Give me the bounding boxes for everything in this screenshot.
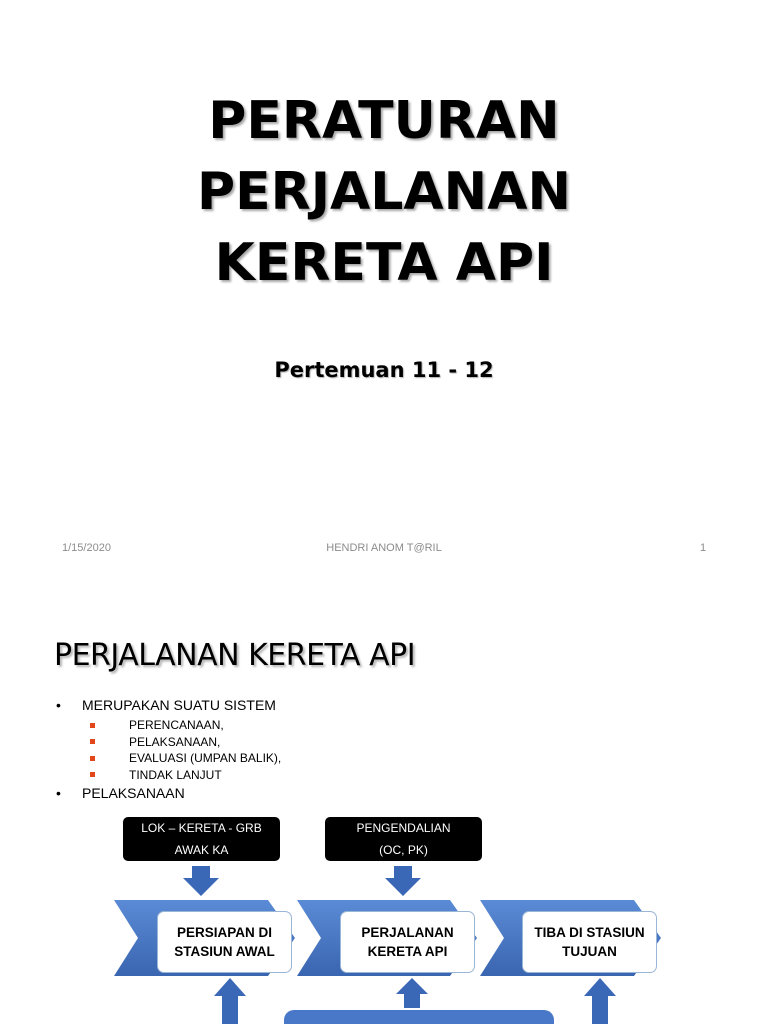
footer-page-number: 1 bbox=[700, 542, 707, 554]
input-box-control bbox=[325, 817, 482, 861]
stage-line: KERETA API bbox=[367, 944, 448, 959]
stage-line: STASIUN AWAL bbox=[174, 944, 275, 959]
bullet-marker: • bbox=[56, 697, 61, 713]
input-box-line: LOK – KERETA - GRB bbox=[141, 821, 262, 835]
footer-date: 1/15/2020 bbox=[62, 542, 111, 554]
sub-bullet-label: PERENCANAAN, bbox=[129, 718, 224, 733]
slide-subtitle: Pertemuan 11 - 12 bbox=[274, 358, 494, 382]
content-slide bbox=[0, 600, 768, 1024]
input-box-line: AWAK KA bbox=[174, 843, 229, 857]
sub-bullet-label: PELAKSANAAN, bbox=[129, 734, 221, 749]
bullet-label: MERUPAKAN SUATU SISTEM bbox=[82, 697, 276, 713]
sub-bullet-label: EVALUASI (UMPAN BALIK), bbox=[129, 751, 282, 766]
stage-line: PERJALANAN bbox=[361, 925, 454, 940]
stage-line: TIBA DI STASIUN bbox=[534, 925, 645, 940]
input-box-line: PENGENDALIAN bbox=[356, 821, 451, 835]
slide-title bbox=[0, 86, 768, 299]
slide2-title: PERJALANAN KERETA API bbox=[54, 638, 416, 673]
footer-author: HENDRI ANOM T@RIL bbox=[326, 542, 442, 554]
slide-separator bbox=[0, 576, 768, 600]
stage-box-journey bbox=[340, 911, 475, 973]
bullet-label: PELAKSANAAN bbox=[82, 785, 185, 801]
sub-bullet-label: TINDAK LANJUT bbox=[129, 767, 222, 782]
up-arrow-icon bbox=[396, 978, 428, 1008]
up-arrow-icon bbox=[214, 978, 246, 1024]
up-arrow-icon bbox=[584, 978, 616, 1024]
title-line-3: KERETA API bbox=[214, 233, 554, 293]
stage-box-arrival bbox=[522, 911, 657, 973]
title-line-1: PERATURAN bbox=[208, 91, 560, 151]
bullet-marker: • bbox=[56, 785, 61, 801]
stage-line: TUJUAN bbox=[562, 944, 617, 959]
stage-box-departure bbox=[157, 911, 292, 973]
title-line-2: PERJALANAN bbox=[197, 162, 571, 222]
down-arrow-icon bbox=[183, 866, 219, 896]
input-box-resources bbox=[123, 817, 280, 861]
stage-line: PERSIAPAN DI bbox=[176, 925, 272, 940]
down-arrow-icon bbox=[385, 866, 421, 896]
bottom-process-box bbox=[284, 1010, 554, 1024]
input-box-line: (OC, PK) bbox=[379, 843, 428, 857]
